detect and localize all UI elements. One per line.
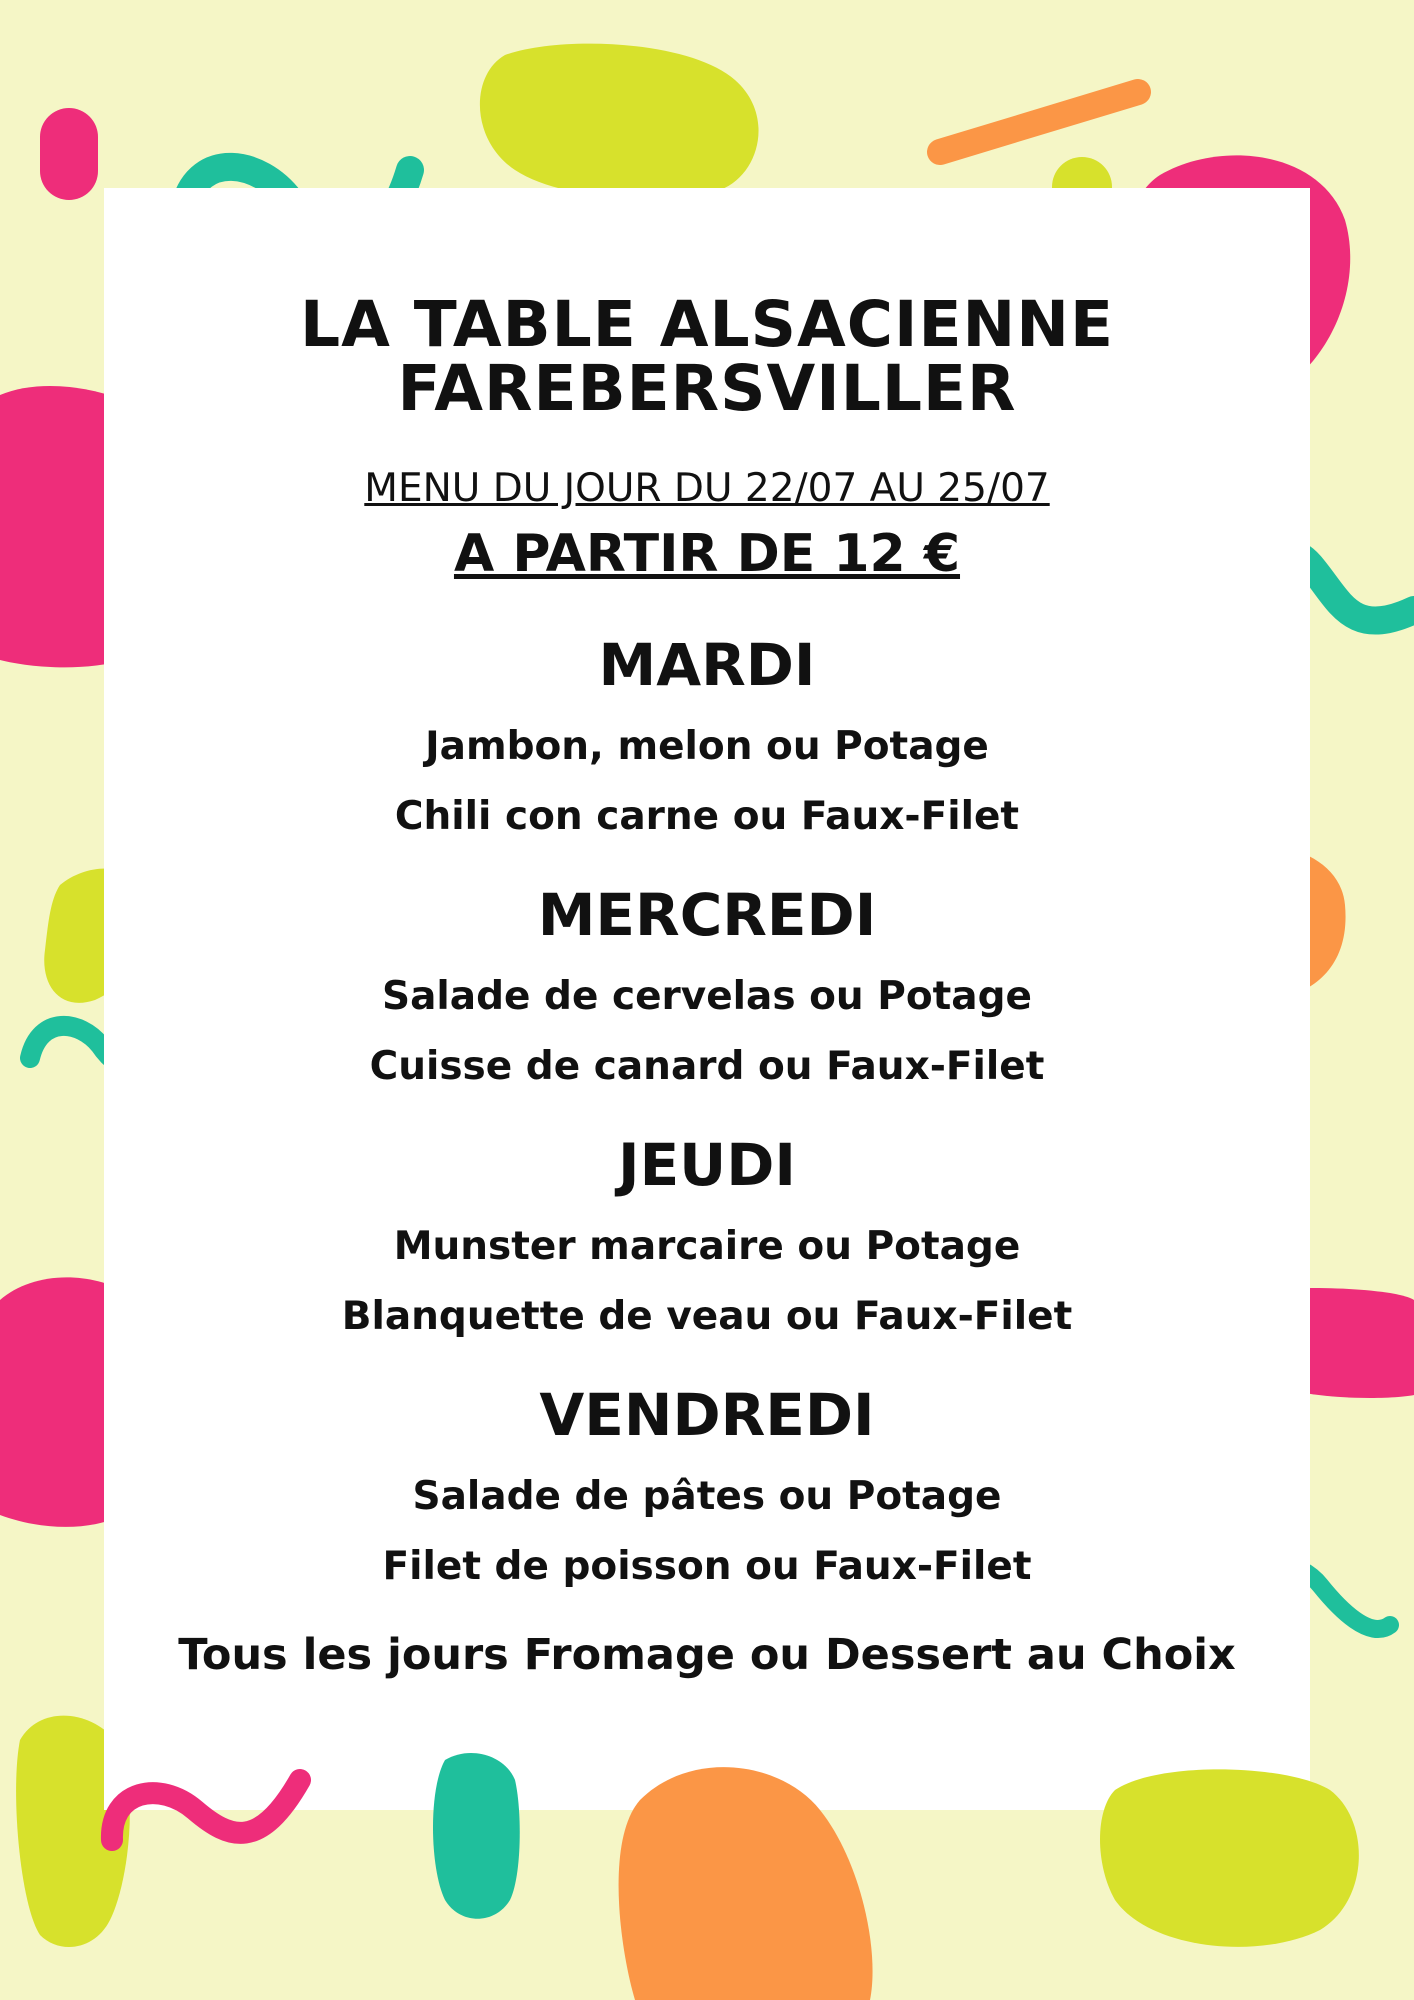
dish-starter: Salade de pâtes ou Potage (412, 1474, 1002, 1519)
day-title: JEUDI (617, 1131, 797, 1199)
menu-price: A PARTIR DE 12 € (453, 524, 961, 584)
lime-blob-top (480, 44, 759, 199)
price-wrap (104, 524, 1310, 584)
pink-pill-top-left (40, 108, 98, 200)
orange-stroke-top (940, 92, 1138, 152)
dish-main: Blanquette de veau ou Faux-Filet (341, 1294, 1073, 1339)
dish-starter: Salade de cervelas ou Potage (382, 974, 1032, 1019)
restaurant-name-line2: FAREBERSVILLER (397, 352, 1017, 425)
dish-main: Chili con carne ou Faux-Filet (394, 794, 1020, 839)
dish-starter: Munster marcaire ou Potage (393, 1224, 1021, 1269)
day-title: MARDI (598, 631, 816, 699)
dish-main: Cuisse de canard ou Faux-Filet (369, 1044, 1045, 1089)
menu-footer-note: Tous les jours Fromage ou Dessert au Choix (178, 1630, 1236, 1680)
dish-starter: Jambon, melon ou Potage (425, 724, 989, 769)
dish-main: Filet de poisson ou Faux-Filet (382, 1544, 1032, 1589)
day-title: VENDREDI (539, 1381, 875, 1449)
menu-dates: MENU DU JOUR DU 22/07 AU 25/07 (364, 466, 1050, 511)
subtitle-wrap (104, 465, 1310, 513)
restaurant-name-line1: LA TABLE ALSACIENNE (299, 288, 1115, 361)
day-title: MERCREDI (537, 881, 877, 949)
